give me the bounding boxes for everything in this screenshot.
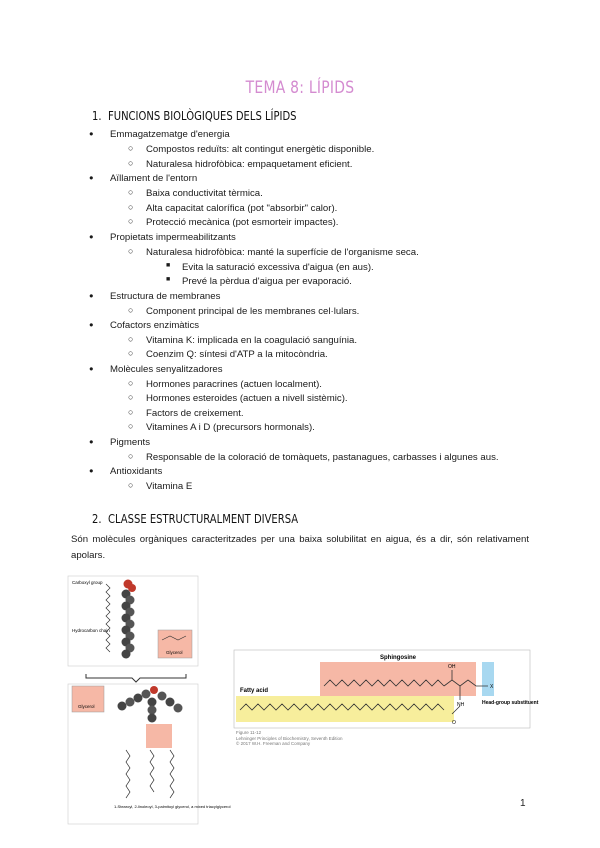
list-item: ● Molècules senyalitzadores <box>110 364 223 375</box>
oh-label: OH <box>448 664 456 670</box>
list-item: ○ Factors de creixement. <box>146 408 244 419</box>
fatty-acid-label: Fatty acid <box>240 688 269 694</box>
section-title: FUNCIONS BIOLÒGIQUES DELS LÍPIDS <box>108 108 297 123</box>
carbon-atom <box>118 702 127 711</box>
carbon-atom <box>148 698 157 707</box>
page-title: TEMA 8: LÍPIDS <box>245 78 355 98</box>
list-item: ○ Vitamina K: implicada en la coagulació sanguínia. <box>146 335 357 346</box>
list-item: ○ Compostos reduïts: alt contingut energètic disponible. <box>146 144 374 155</box>
triacylglycerol-caption: 1-Stearoyl, 2-linoleoyl, 3-palmitoyl glycerol, a mixed triacylglycerol <box>114 804 231 809</box>
list-item: ● Aïllament de l'entorn <box>110 173 197 184</box>
list-item: ○ Naturalesa hidrofòbica: manté la superfície de l'organisme seca. <box>146 247 419 258</box>
glycerol-label-2: Glycerol <box>78 704 95 709</box>
list-item: ○ Responsable de la coloració de tomàquets, pastanagues, carbasses i algunes aus. <box>146 452 499 463</box>
list-item: ○ Naturalesa hidrofòbica: empaquetament eficient. <box>146 159 352 170</box>
carbon-atom <box>148 706 157 715</box>
list-item: ● Emmagatzematge d'energia <box>110 129 230 140</box>
list-item: ○ Alta capacitat calorífica (pot "absorbir" calor). <box>146 203 337 214</box>
list-item: ● Estructura de membranes <box>110 291 220 302</box>
o-label: O <box>452 720 456 726</box>
carbon-atom <box>122 650 131 659</box>
section-number: 1. <box>92 108 102 123</box>
list-item: ○ Vitamines A i D (precursors hormonals). <box>146 422 315 433</box>
list-item: ○ Protecció mecànica (pot esmorteir impactes). <box>146 217 338 228</box>
list-item: ○ Component principal de les membranes cel·lulars. <box>146 306 359 317</box>
hydrocarbon-label: Hydrocarbon chain <box>72 628 110 633</box>
list-item: ● Pigments <box>110 437 150 448</box>
section-title: CLASSE ESTRUCTURALMENT DIVERSA <box>108 511 299 526</box>
oxygen-atom <box>128 584 136 592</box>
glycerol-highlight <box>146 724 172 748</box>
list-item: ○ Baixa conductivitat tèrmica. <box>146 188 263 199</box>
page-number: 1 <box>520 798 526 809</box>
caption-line: Lehninger Principles of Biochemistry, Seventh Edition <box>236 735 343 741</box>
carbon-atom <box>166 698 175 707</box>
carbon-atom <box>158 692 167 701</box>
nh-label: NH <box>457 702 465 708</box>
triacylglycerol-figure <box>66 574 231 826</box>
headgroup-box <box>482 662 494 696</box>
carboxyl-label <box>72 580 103 585</box>
x-label: X <box>490 684 494 690</box>
list-item: ■ Evita la saturació excessiva d'aigua (en aus). <box>182 262 374 273</box>
sphingolipid-caption <box>236 730 342 747</box>
carbon-atom <box>134 694 143 703</box>
carbon-atom <box>126 698 135 707</box>
list-item: ○ Coenzim Q: síntesi d'ATP a la mitocòndria. <box>146 349 328 360</box>
caption-line: © 2017 W.H. Freeman and Company <box>236 741 311 746</box>
carbon-atom <box>174 704 183 713</box>
carbon-atom <box>142 690 151 699</box>
sphingosine-label: Sphingosine <box>380 655 416 661</box>
headgroup-label: Head-group substituent <box>482 700 539 706</box>
glycerol-label: Glycerol <box>166 650 183 655</box>
carbon-atom <box>148 714 157 723</box>
list-item: ● Antioxidants <box>110 466 162 477</box>
caption-line: Figure 11-12 <box>236 730 262 735</box>
list-item: ○ Hormones esteroides (actuen a nivell sistèmic). <box>146 393 348 404</box>
section-heading-1 <box>92 108 297 123</box>
list-item: ● Propietats impermeabilitzants <box>110 232 236 243</box>
intro-paragraph: Són molècules orgàniques caracteritzades per una baixa solubilitat en aigua, és a dir, són relativament apolars. <box>71 534 529 561</box>
list-item: ○ Vitamina E <box>146 481 192 492</box>
section-number: 2. <box>92 511 102 526</box>
section-heading-2 <box>92 511 298 526</box>
carboxyl-label-text: Carboxyl group <box>72 580 103 585</box>
list-item: ■ Prevé la pèrdua d'aigua per evaporació. <box>182 276 352 287</box>
oxygen-atom <box>150 686 158 694</box>
list-item: ● Cofactors enzimàtics <box>110 320 199 331</box>
list-item: ○ Hormones paracrines (actuen localment). <box>146 379 322 390</box>
